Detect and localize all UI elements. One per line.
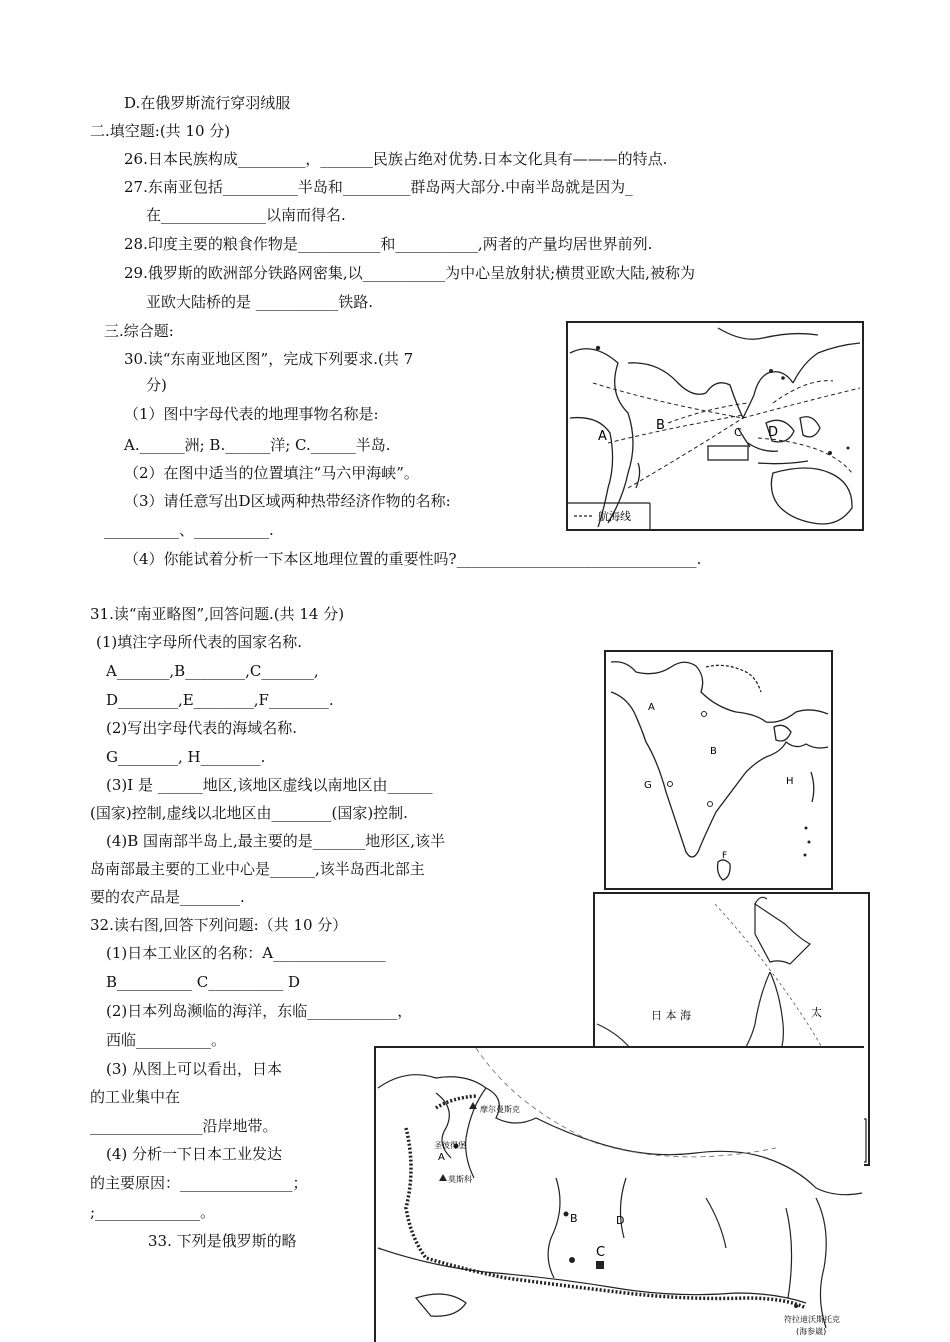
label-a: A	[598, 429, 607, 444]
label-f: F	[722, 851, 728, 861]
question-31-1-blanks-a: A_______,B________,C_______,	[106, 662, 319, 680]
question-32-3-cont: 的工业集中在	[90, 1088, 181, 1106]
question-32-1-cont: B__________ C__________ D	[106, 973, 301, 991]
question-32: 32.读右图,回答下列问题:（共 10 分）	[90, 916, 348, 934]
label-sea-of-japan: 日 本 海	[651, 1009, 691, 1022]
question-31-3: (3)I 是 ______地区,该地区虚线以南地区由______	[106, 776, 433, 794]
question-32-4: (4) 分析一下日本工业发达	[106, 1145, 283, 1163]
label-d: D	[768, 425, 779, 440]
label-a: A	[438, 1152, 445, 1163]
question-31-4-cont2: 要的农产品是________.	[90, 888, 245, 906]
label-d: D	[616, 1214, 625, 1227]
russia-map	[374, 1046, 864, 1342]
question-30-1-blanks: A.______洲; B.______洋; C.______半岛.	[124, 436, 391, 454]
question-27: 27.东南亚包括__________半岛和_________群岛两大部分.中南半岛就是因为_	[124, 178, 633, 196]
question-31-4-cont: 岛南部最主要的工业中心是______,该半岛西北部主	[90, 860, 425, 878]
question-32-2-cont: 西临__________。	[106, 1031, 227, 1049]
question-27-cont: 在______________以南而得名.	[146, 206, 346, 224]
question-30-3-blanks: __________、__________.	[104, 521, 274, 539]
question-30-3: （3）请任意写出D区域两种热带经济作物的名称:	[124, 492, 451, 510]
question-30-2: （2）在图中适当的位置填注“马六甲海峡”。	[124, 464, 419, 482]
question-31-2: (2)写出字母代表的海域名称.	[106, 719, 298, 737]
question-31-3-cont: (国家)控制,虚线以北地区由________(国家)控制.	[90, 804, 408, 822]
section-fill-in-title: 二.填空题:(共 10 分)	[90, 122, 231, 140]
question-32-4-cont: 的主要原因：_______________；	[90, 1174, 308, 1192]
section-comprehensive-title: 三.综合题:	[104, 322, 174, 340]
question-32-4-cont2: ;______________。	[90, 1203, 216, 1221]
question-30-4: （4）你能试着分析一下本区地理位置的重要性吗?________________________________.	[124, 550, 702, 568]
label-a: A	[648, 702, 655, 713]
label-vladivostok: 符拉迪沃斯托克	[784, 1315, 840, 1324]
label-h: H	[786, 776, 794, 787]
question-31-1: (1)填注字母所代表的国家名称.	[96, 633, 303, 651]
question-31-4: (4)B 国南部半岛上,最主要的是_______地形区,该半	[106, 832, 446, 850]
question-31-2-blanks: G________, H________.	[106, 748, 266, 766]
question-33: 33. 下列是俄罗斯的略	[148, 1232, 297, 1250]
question-30: 30.读“东南亚地区图”，完成下列要求.(共 7	[124, 350, 414, 368]
question-28: 28.印度主要的粮食作物是___________和___________,两者的产量均居世界前列.	[124, 235, 653, 253]
question-31: 31.读“南亚略图”,回答问题.(共 14 分)	[90, 605, 345, 623]
label-murmansk: 摩尔曼斯克	[480, 1105, 520, 1114]
label-st-petersburg: 圣彼得堡	[434, 1141, 466, 1150]
question-29-cont: 亚欧大陆桥的是 ___________铁路.	[146, 293, 374, 311]
label-g: G	[644, 780, 652, 791]
label-b: B	[570, 1212, 578, 1225]
label-b: B	[656, 418, 665, 433]
label-c: C	[734, 426, 742, 439]
label-haishenwai: (海参崴)	[796, 1327, 827, 1336]
south-asia-map	[604, 650, 833, 890]
option-d: D.在俄罗斯流行穿羽绒服	[124, 94, 291, 112]
question-30-1: （1）图中字母代表的地理事物名称是:	[124, 405, 379, 423]
question-32-3: (3) 从图上可以看出，日本	[106, 1060, 283, 1078]
legend-sea-route: 航海线	[598, 510, 631, 523]
question-32-1: (1)日本工业区的名称：A_______________	[106, 944, 386, 962]
question-32-2: (2)日本列岛濒临的海洋，东临____________，	[106, 1002, 413, 1020]
label-b: B	[710, 746, 717, 757]
label-c: C	[596, 1245, 606, 1260]
question-29: 29.俄罗斯的欧洲部分铁路网密集,以___________为中心呈放射状;横贯亚欧大陆,被称为	[124, 264, 695, 282]
label-tai: 太	[811, 1006, 822, 1019]
southeast-asia-map	[566, 321, 864, 531]
label-moscow: 莫斯科	[448, 1175, 472, 1184]
question-31-1-blanks-b: D________,E________,F________.	[106, 691, 334, 709]
question-26: 26.日本民族构成_________，_______民族占绝对优势.日本文化具有———的特点.	[124, 150, 668, 168]
question-30-cont: 分)	[146, 376, 167, 394]
question-32-3-cont2: _______________沿岸地带。	[90, 1117, 278, 1135]
